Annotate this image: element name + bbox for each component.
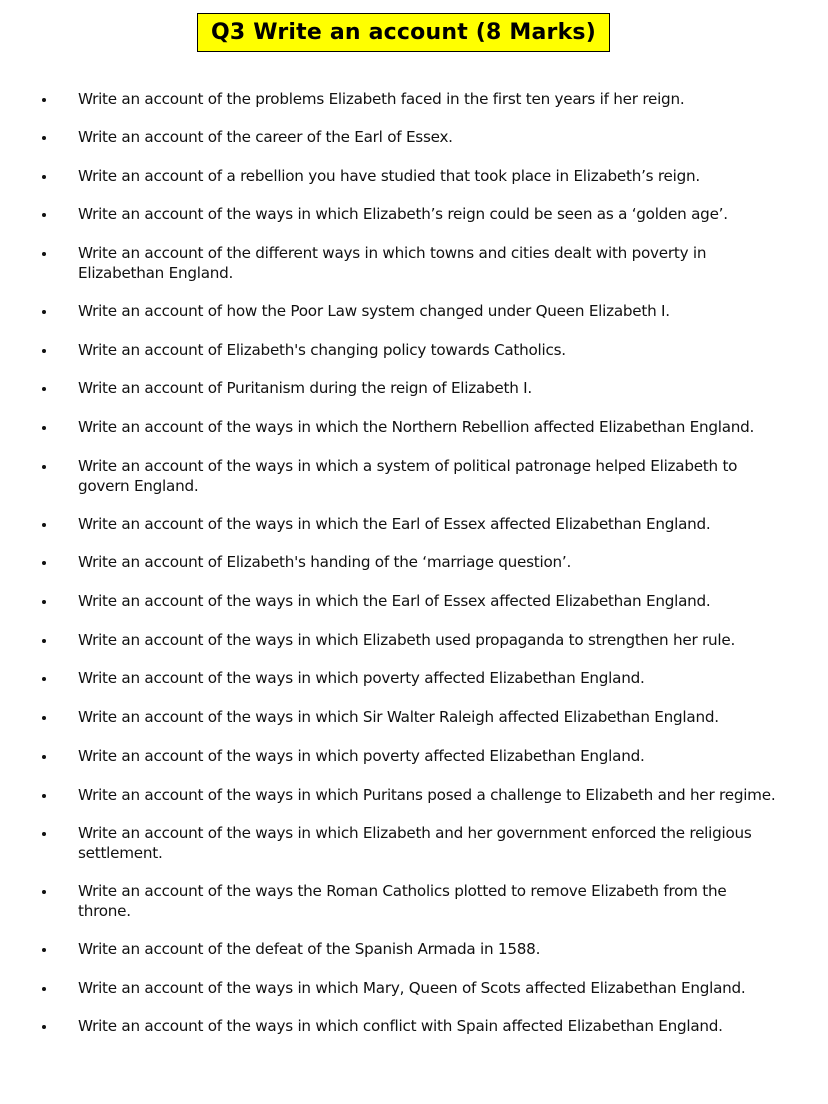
question-text: Write an account of Elizabeth's changing policy towards Catholics. [78, 341, 566, 359]
question-text: Write an account of a rebellion you have studied that took place in Elizabeth’s reign. [78, 167, 700, 185]
bullet-icon [42, 213, 46, 217]
question-text: Write an account of the ways in which the Earl of Essex affected Elizabethan England. [78, 515, 711, 533]
question-text: Write an account of Puritanism during the reign of Elizabeth I. [78, 379, 532, 397]
question-text: Write an account of the defeat of the Spanish Armada in 1588. [78, 940, 541, 958]
bullet-icon [42, 1025, 46, 1029]
title-box [197, 13, 610, 52]
question-text: Write an account of the ways the Roman Catholics plotted to remove Elizabeth from the throne. [78, 882, 727, 920]
bullet-icon [42, 948, 46, 952]
question-text: Write an account of the career of the Earl of Essex. [78, 128, 453, 146]
bullet-icon [42, 600, 46, 604]
bullet-icon [42, 677, 46, 681]
question-text: Write an account of the ways in which poverty affected Elizabethan England. [78, 747, 645, 765]
question-text: Write an account of the problems Elizabeth faced in the first ten years if her reign. [78, 90, 685, 108]
bullet-icon [42, 716, 46, 720]
question-text: Write an account of the ways in which Elizabeth and her government enforced the religious settlement. [78, 824, 752, 862]
bullet-icon [42, 175, 46, 179]
question-text: Write an account of the ways in which conflict with Spain affected Elizabethan England. [78, 1017, 723, 1035]
question-text: Write an account of how the Poor Law system changed under Queen Elizabeth I. [78, 302, 670, 320]
bullet-icon [42, 639, 46, 643]
bullet-icon [42, 523, 46, 527]
bullet-icon [42, 310, 46, 314]
bullet-icon [42, 349, 46, 353]
question-text: Write an account of the ways in which Elizabeth used propaganda to strengthen her rule. [78, 631, 736, 649]
question-text: Write an account of the different ways in which towns and cities dealt with poverty in Elizabethan England. [78, 244, 707, 282]
question-text: Write an account of the ways in which a system of political patronage helped Elizabeth to govern England. [78, 457, 738, 495]
bullet-icon [42, 890, 46, 894]
bullet-icon [42, 832, 46, 836]
question-text: Write an account of the ways in which Elizabeth’s reign could be seen as a ‘golden age’. [78, 205, 728, 223]
bullet-icon [42, 98, 46, 102]
question-text: Write an account of the ways in which the Northern Rebellion affected Elizabethan England. [78, 418, 755, 436]
question-text: Write an account of the ways in which Sir Walter Raleigh affected Elizabethan England. [78, 708, 719, 726]
bullet-icon [42, 987, 46, 991]
bullet-icon [42, 794, 46, 798]
question-text: Write an account of the ways in which poverty affected Elizabethan England. [78, 669, 645, 687]
question-text: Write an account of the ways in which Mary, Queen of Scots affected Elizabethan England. [78, 979, 746, 997]
bullet-icon [42, 465, 46, 469]
page-title: Q3 Write an account (8 Marks) [211, 20, 596, 45]
question-text: Write an account of the ways in which the Earl of Essex affected Elizabethan England. [78, 592, 711, 610]
bullet-icon [42, 426, 46, 430]
bullet-icon [42, 252, 46, 256]
bullet-icon [42, 136, 46, 140]
bullet-icon [42, 387, 46, 391]
bullet-icon [42, 561, 46, 565]
question-text: Write an account of Elizabeth's handing of the ‘marriage question’. [78, 553, 572, 571]
question-text: Write an account of the ways in which Puritans posed a challenge to Elizabeth and her regime. [78, 786, 776, 804]
bullet-icon [42, 755, 46, 759]
